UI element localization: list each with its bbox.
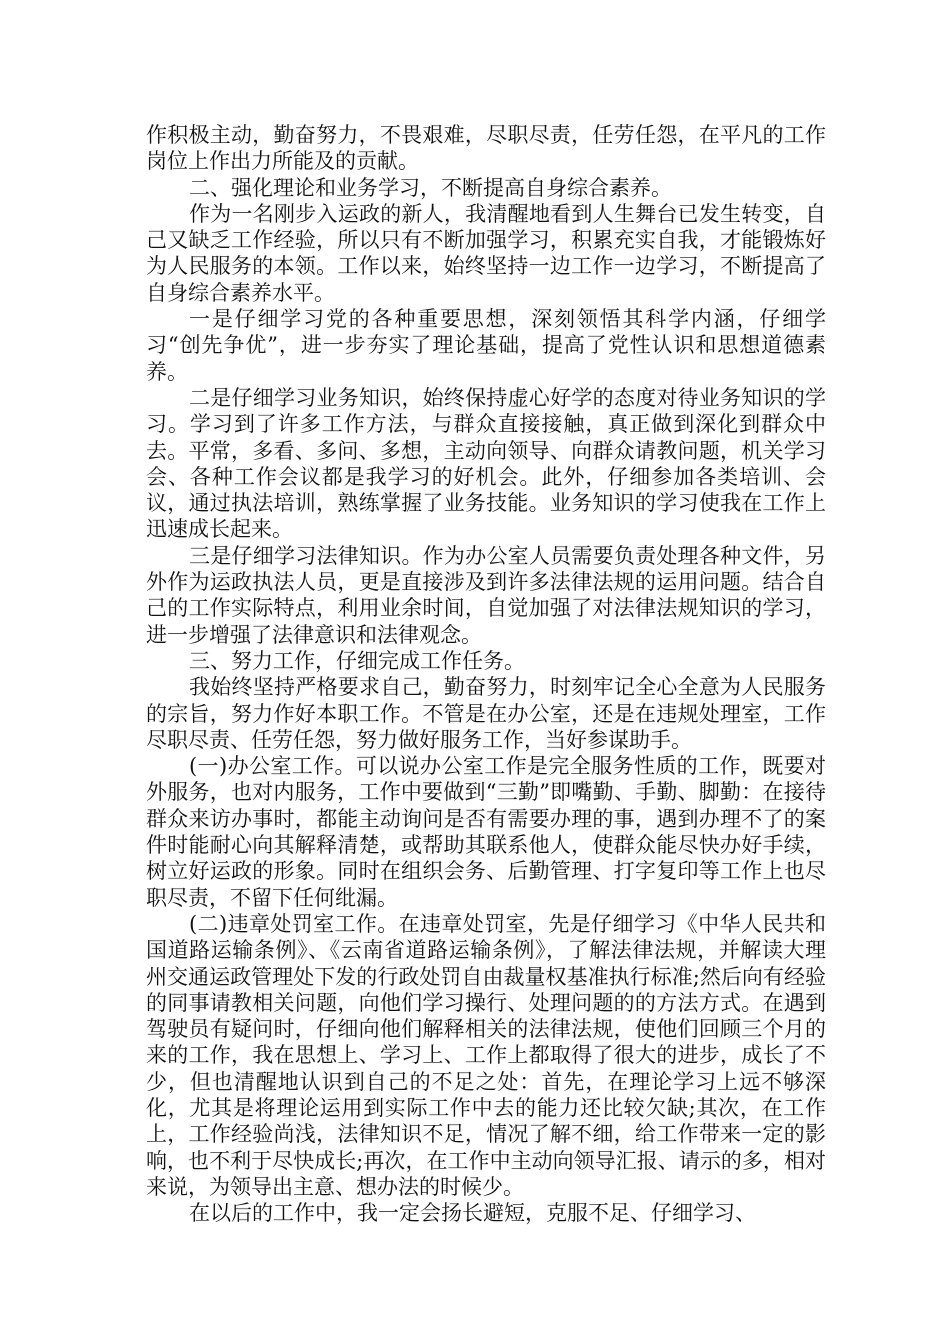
- paragraph: 二是仔细学习业务知识，始终保持虚心好学的态度对待业务知识的学习。学习到了许多工作方法，与群众直接接触，真正做到深化到群众中去。平常，多看、多问、多想，主动向领导、向群众请教问题，机关学习会、各种工作会议都是我学习的好机会。此外，仔细参加各类培训、会议，通过执法培训，熟练掌握了业务技能。业务知识的学习使我在工作上迅速成长起来。: [146, 385, 826, 542]
- paragraph: (一)办公室工作。可以说办公室工作是完全服务性质的工作，既要对外服务，也对内服务，工作中要做到“三勤”即嘴勤、手勤、脚勤：在接待群众来访办事时，都能主动询问是否有需要办理的事，遇到办理不了的案件时能耐心向其解释清楚，或帮助其联系他人，使群众能尽快办好手续，树立好运政的形象。同时在组织会务、后勤管理、打字复印等工作上也尽职尽责，不留下任何纰漏。: [146, 754, 826, 910]
- paragraph: 一是仔细学习党的各种重要思想，深刻领悟其科学内涵，仔细学习“创先争优”，进一步夯实了理论基础，提高了党性认识和思想道德素养。: [146, 307, 826, 384]
- paragraph-continuation: 作积极主动，勤奋努力，不畏艰难，尽职尽责，任劳任怨，在平凡的工作岗位上作出力所能及的贡献。: [146, 123, 826, 174]
- paragraph: 作为一名刚步入运政的新人，我清醒地看到人生舞台已发生转变，自己又缺乏工作经验，所以只有不断加强学习，积累充实自我，才能锻炼好为人民服务的本领。工作以来，始终坚持一边工作一边学习，不断提高了自身综合素养水平。: [146, 201, 826, 305]
- paragraph: 我始终坚持严格要求自己，勤奋努力，时刻牢记全心全意为人民服务的宗旨，努力作好本职工作。不管是在办公室，还是在违规处理室，工作尽职尽责、任劳任怨，努力做好服务工作，当好参谋助手。: [146, 675, 826, 752]
- paragraph: (二)违章处罚室工作。在违章处罚室，先是仔细学习《中华人民共和国道路运输条例》、《云南省道路运输条例》，了解法律法规，并解读大理州交通运政管理处下发的行政处罚自由裁量权基准执行标准;然后向有经验的同事请教相关问题，向他们学习操行、处理问题的的方法方式。在遇到驾驶员有疑问时，仔细向他们解释相关的法律法规，使他们回顾三个月的来的工作，我在思想上、学习上、工作上都取得了很大的进步，成长了不少，但也清醒地认识到自己的不足之处：首先，在理论学习上远不够深化，尤其是将理论运用到实际工作中去的能力还比较欠缺;其次，在工作上，工作经验尚浅，法律知识不足，情况了解不细，给工作带来一定的影响，也不利于尽快成长;再次，在工作中主动向领导汇报、请示的多，相对来说，为领导出主意、想办法的时候少。: [146, 911, 826, 1199]
- paragraph: 三是仔细学习法律知识。作为办公室人员需要负责处理各种文件，另外作为运政执法人员，更是直接涉及到许多法律法规的运用问题。结合自己的工作实际特点，利用业余时间，自觉加强了对法律法规知识的学习，进一步增强了法律意识和法律观念。: [146, 543, 826, 647]
- section-heading-3: 三、努力工作，仔细完成工作任务。: [189, 648, 526, 673]
- paragraph: 在以后的工作中，我一定会扬长避短，克服不足、仔细学习、: [189, 1201, 757, 1226]
- section-heading-2: 二、强化理论和业务学习，不断提高自身综合素养。: [189, 175, 673, 200]
- document-body: [146, 122, 826, 1226]
